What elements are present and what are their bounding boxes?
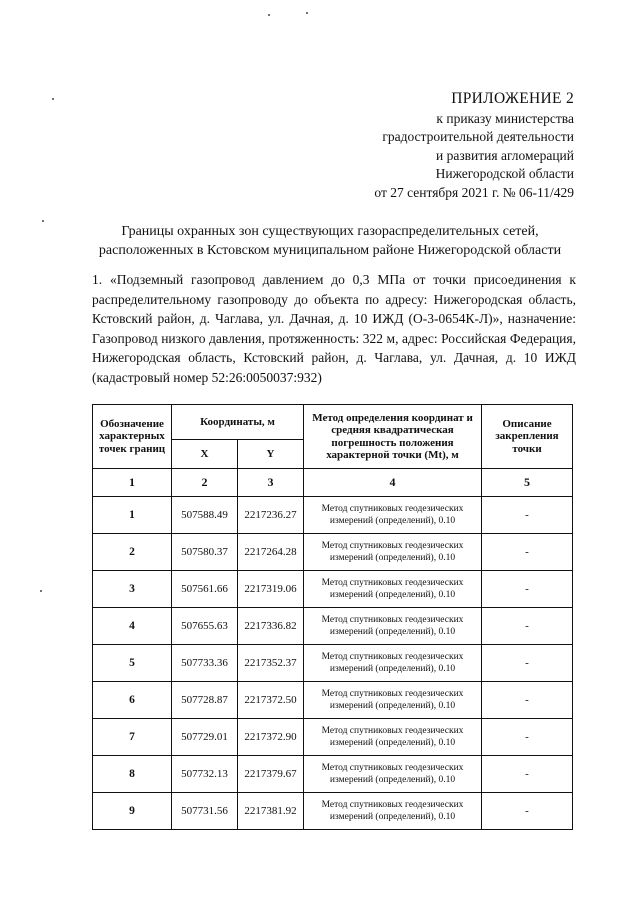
method-text: Метод спутниковых геодезических измерений (определений), 0.10 (304, 497, 482, 534)
point-id: 2 (93, 534, 172, 571)
table-row (93, 719, 573, 756)
coord-x: 507729.01 (172, 719, 238, 756)
coord-x: 507580.37 (172, 534, 238, 571)
method-text: Метод спутниковых геодезических измерений (определений), 0.10 (304, 608, 482, 645)
coord-x: 507588.49 (172, 497, 238, 534)
point-description: - (482, 645, 573, 682)
appendix-block (374, 90, 574, 202)
column-number: 1 (93, 469, 172, 497)
header-method: Метод определения координат и средняя квадратическая погрешность положения характерной точки (Mt), м (304, 405, 482, 469)
header-point: Обозначение характерных точек границ (93, 405, 172, 469)
appendix-title: ПРИЛОЖЕНИЕ 2 (451, 90, 574, 107)
method-text: Метод спутниковых геодезических измерений (определений), 0.10 (304, 756, 482, 793)
column-number: 3 (238, 469, 304, 497)
appendix-line: Нижегородской области (435, 166, 574, 181)
point-description: - (482, 571, 573, 608)
method-text: Метод спутниковых геодезических измерений (определений), 0.10 (304, 534, 482, 571)
appendix-line: от 27 сентября 2021 г. № 06-11/429 (374, 184, 574, 200)
point-description: - (482, 719, 573, 756)
point-description: - (482, 793, 573, 830)
coord-x: 507733.36 (172, 645, 238, 682)
table-row (93, 793, 573, 830)
point-id: 3 (93, 571, 172, 608)
heading-line-1: Границы охранных зон существующих газораспределительных сетей, (121, 224, 539, 239)
column-number: 5 (482, 469, 573, 497)
scan-speck (306, 12, 308, 14)
method-text: Метод спутниковых геодезических измерений (определений), 0.10 (304, 682, 482, 719)
appendix-line: и развития агломераций (435, 147, 574, 163)
column-number: 2 (172, 469, 238, 497)
coord-x: 507728.87 (172, 682, 238, 719)
table-row (93, 534, 573, 571)
method-text: Метод спутниковых геодезических измерений (определений), 0.10 (304, 571, 482, 608)
appendix-line: градостроительной деятельности (382, 129, 574, 144)
heading-line-2: расположенных в Кстовском муниципальном районе Нижегородской области (98, 243, 562, 258)
point-description: - (482, 534, 573, 571)
point-id: 9 (93, 793, 172, 830)
point-id: 4 (93, 608, 172, 645)
coord-y: 2217381.92 (238, 793, 304, 830)
point-id: 7 (93, 719, 172, 756)
coordinates-table (92, 404, 573, 830)
method-text: Метод спутниковых геодезических измерений (определений), 0.10 (304, 719, 482, 756)
coord-x: 507731.56 (172, 793, 238, 830)
header-description: Описание закрепления точки (482, 405, 573, 469)
scan-speck (40, 590, 42, 592)
scan-speck (268, 14, 270, 16)
table-row (93, 497, 573, 534)
method-text: Метод спутниковых геодезических измерений (определений), 0.10 (304, 645, 482, 682)
point-description: - (482, 497, 573, 534)
column-number: 4 (304, 469, 482, 497)
header-x: X (172, 440, 238, 469)
header-coordinates: Координаты, м (172, 405, 304, 440)
header-y: Y (238, 440, 304, 469)
coord-x: 507732.13 (172, 756, 238, 793)
coord-y: 2217319.06 (238, 571, 304, 608)
point-id: 8 (93, 756, 172, 793)
scan-speck (52, 98, 54, 100)
coord-y: 2217379.67 (238, 756, 304, 793)
table-row (93, 682, 573, 719)
coord-y: 2217372.50 (238, 682, 304, 719)
point-id: 6 (93, 682, 172, 719)
document-heading (80, 222, 580, 260)
table-row (93, 645, 573, 682)
coord-y: 2217264.28 (238, 534, 304, 571)
point-id: 5 (93, 645, 172, 682)
scan-speck (42, 220, 44, 222)
column-number-row (93, 469, 573, 497)
point-description: - (482, 608, 573, 645)
coord-x: 507655.63 (172, 608, 238, 645)
point-id: 1 (93, 497, 172, 534)
point-description: - (482, 756, 573, 793)
method-text: Метод спутниковых геодезических измерений (определений), 0.10 (304, 793, 482, 830)
point-description: - (482, 682, 573, 719)
coord-y: 2217372.90 (238, 719, 304, 756)
appendix-line: к приказу министерства (436, 110, 574, 126)
coord-x: 507561.66 (172, 571, 238, 608)
table-row (93, 756, 573, 793)
table-row (93, 571, 573, 608)
coord-y: 2217352.37 (238, 645, 304, 682)
object-description: 1. «Подземный газопровод давлением до 0,3 МПа от точки присоединения к распределительному газопроводу до объекта по адресу: Нижегородская область, Кстовский район, д. Чаглава, ул. Дачная, д. 10 ИЖД (О-3-0654К-Л)», назначение: Газопровод низкого давления, протяженность: 322 м, адрес: Российская Федерация, Нижегородская область, Кстовский район, д. Чаглава, ул. Дачная, д. 10 ИЖД (кадастровый номер 52:26:0050037:932) (92, 272, 576, 385)
table-row (93, 608, 573, 645)
coord-y: 2217236.27 (238, 497, 304, 534)
coord-y: 2217336.82 (238, 608, 304, 645)
